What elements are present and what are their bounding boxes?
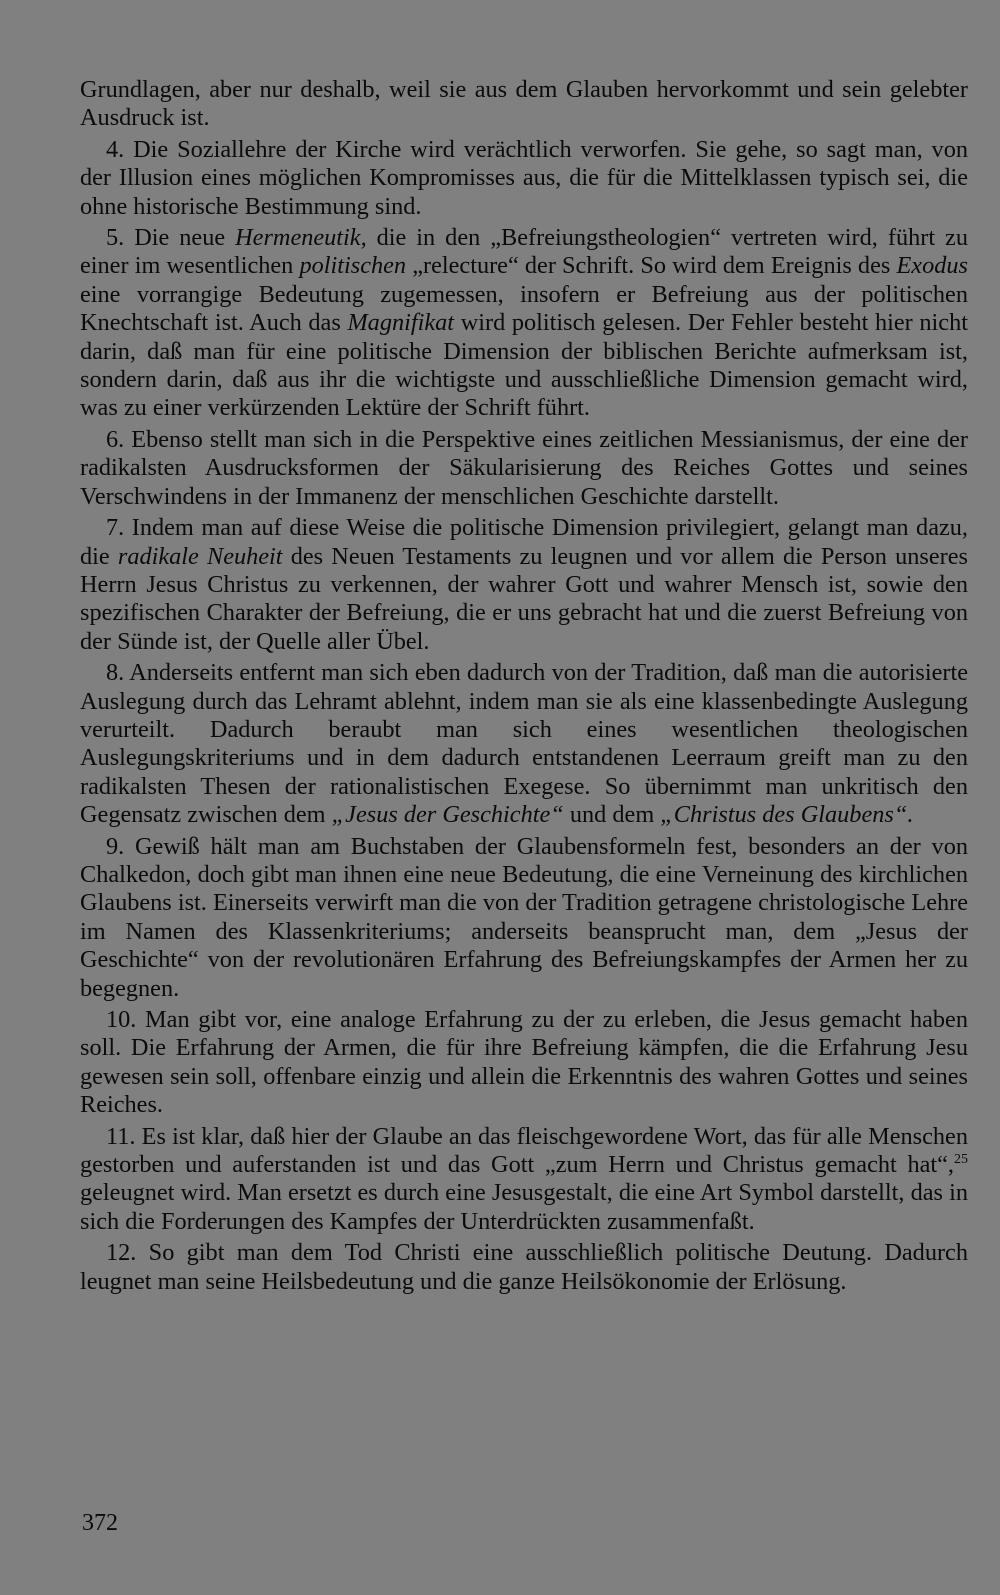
paragraph-11 — [80, 1123, 968, 1237]
text-span: die in den „Befreiungstheologien“ vertreten wird, führt zu einer im wesentlichen — [80, 224, 968, 280]
emphasis-politischen: politischen — [299, 252, 407, 280]
emphasis-christus-des-glaubens: „Christus des Glaubens“. — [660, 801, 914, 829]
paragraph-9: 9. Gewiß hält man am Buchstaben der Glaubensformeln fest, besonders an der von Chalkedon, doch gibt man ihnen eine neue Bedeutung, die eine Verneinung des kirchlichen Glaubens ist. Einerseits verwirft man die von der Tradition getragene christologische Lehre im Namen des Klassenkriteriums; anderseits beansprucht man, dem „Jesus der Geschichte“ von der revolutionären Erfahrung des Befreiungskampfes der Armen her zu begegnen. — [80, 832, 968, 1002]
footnote-reference: 25 — [954, 1151, 968, 1167]
paragraph-10: 10. Man gibt vor, eine analoge Erfahrung zu der zu erleben, die Jesus gemacht haben soll. Die Erfahrung der Armen, die für ihre Befreiung kämpfen, die die Erfahrung Jesu gewesen sein soll, offenbare einzig und allein die Erkenntnis des wahren Gottes und seines Reiches. — [80, 1006, 968, 1119]
paragraph-5 — [80, 224, 968, 423]
text-span: „relecture“ der Schrift. So wird dem Ereignis des — [406, 252, 897, 280]
page-body — [80, 76, 968, 1299]
page-number: 372 — [82, 1510, 118, 1536]
emphasis-jesus-der-geschichte: „Jesus der Geschichte“ — [331, 801, 564, 829]
text-span: 7. Indem man auf diese Weise die politische Dimension privilegiert, gelangt man dazu, die — [80, 514, 968, 570]
paragraph-7 — [80, 514, 968, 656]
emphasis-hermeneutik: Hermeneutik, — [235, 224, 367, 252]
text-span: des Neuen Testaments zu leugnen und vor allem die Person unseres Herrn Jesus Christus zu verkennen, der wahrer Gott und wahrer Mensch ist, sowie den spezifischen Charakter der Befreiung, die er uns gebracht hat und die zuerst Befreiung von der Sünde ist, der Quelle aller Übel. — [80, 542, 968, 655]
paragraph-12: 12. So gibt man dem Tod Christi eine ausschließlich politische Deutung. Dadurch leugnet man seine Heilsbedeutung und die ganze Heilsökonomie der Erlösung. — [80, 1239, 968, 1295]
text-span: wird politisch gelesen. Der Fehler besteht hier nicht darin, daß man für eine politische Dimension der biblischen Berichte aufmerksam ist, sondern darin, daß aus ihr die wichtigste und ausschließliche Dimension gemacht wird, was zu einer verkürzenden Lektüre der Schrift führt. — [80, 309, 968, 422]
text-span: 5. Die neue — [106, 224, 236, 252]
text-span: 11. Es ist klar, daß hier der Glaube an das fleischgewordene Wort, das für alle Menschen gestorben und auferstanden ist und das Gott „zum Herrn und Christus gemacht hat“, — [80, 1122, 968, 1179]
paragraph-continuation: Grundlagen, aber nur deshalb, weil sie aus dem Glauben hervorkommt und sein gelebter Ausdruck ist. — [80, 76, 968, 132]
emphasis-magnifikat: Magnifikat — [347, 309, 455, 337]
emphasis-exodus: Exodus — [896, 252, 968, 280]
text-span: und dem — [563, 801, 661, 829]
paragraph-4: 4. Die Soziallehre der Kirche wird verächtlich verworfen. Sie gehe, so sagt man, von der Illusion eines möglichen Kompromisses aus, die für die Mittelklassen typisch sei, die ohne historische Bestimmung sind. — [80, 135, 968, 220]
paragraph-6: 6. Ebenso stellt man sich in die Perspektive eines zeitlichen Messianismus, der eine der radikalsten Ausdrucksformen der Säkularisierung des Reiches Gottes und seines Verschwindens in der Immanenz der menschlichen Geschichte darstellt. — [80, 425, 968, 510]
emphasis-radikale-neuheit: radikale Neuheit — [117, 542, 283, 570]
text-span: eine vorrangige Bedeutung zugemessen, insofern er Befreiung aus der politischen Knechtschaft ist. Auch das — [80, 280, 968, 337]
paragraph-8 — [80, 659, 968, 829]
text-span: geleugnet wird. Man ersetzt es durch eine Jesusgestalt, die eine Art Symbol darstellt, das in sich die Forderungen des Kampfes der Unterdrückten zusammenfaßt. — [80, 1179, 968, 1235]
text-span: 8. Anderseits entfernt man sich eben dadurch von der Tradition, daß man die autorisierte Auslegung durch das Lehramt ablehnt, indem man sie als eine klassenbedingte Auslegung verurteilt. Dadurch beraubt man sich eines wesentlichen theologischen Auslegungskriteriums und in dem dadurch entstandenen Leerraum greift man zu den radikalsten Thesen der rationalistischen Exegese. So übernimmt man unkritisch den Gegensatz zwischen dem — [80, 659, 968, 829]
